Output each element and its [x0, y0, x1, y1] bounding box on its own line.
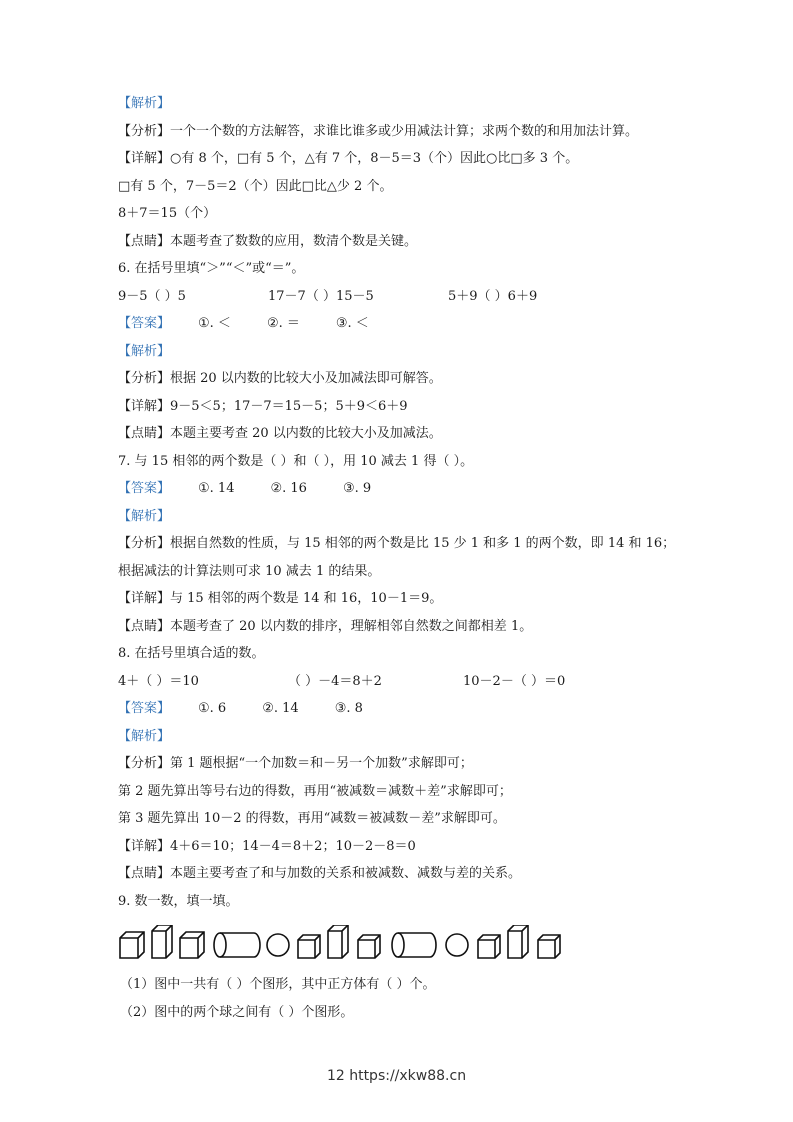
- cube-icon: [478, 935, 500, 958]
- page-footer: 12 https://xkw88.cn: [326, 1068, 467, 1084]
- document-page: [118, 92, 718, 1028]
- cube-icon: [538, 935, 560, 958]
- q8-xiangjie: 【详解】4＋6＝10；14－4＝8＋2；10－2－8＝0: [118, 838, 416, 854]
- shapes-figure: [118, 917, 718, 973]
- q8-expr-1: 4＋（ ）＝10: [118, 673, 199, 689]
- q8-expr-2: （ ）－4＝8＋2: [288, 673, 382, 689]
- sphere-icon: [267, 934, 289, 956]
- q8-answer-row: [118, 697, 718, 725]
- q7-jiexi-tag: 【解析】: [118, 508, 171, 524]
- q7-fenxi-line2: 根据减法的计算法则可求 10 减去 1 的结果。: [118, 563, 381, 579]
- xiangjie-5-line2: □有 5 个，7－5＝2（个）因此□比△少 2 个。: [118, 178, 393, 194]
- q7-dianjing: 【点睛】本题考查了 20 以内数的排序，理解相邻自然数之间都相差 1。: [118, 618, 533, 634]
- question-8-title: 8. 在括号里填合适的数。: [118, 646, 265, 661]
- q8-fenxi-line2: 第 2 题先算出等号右边的得数，再用“被减数＝减数＋差”求解即可；: [118, 783, 512, 799]
- xiangjie-5-line1: 【详解】○有 8 个，□有 5 个，△有 7 个，8－5＝3（个）因此○比□多 3 个。: [118, 151, 579, 166]
- q7-answer-row: [118, 477, 718, 505]
- q8-answer-2: ②. 14: [262, 701, 299, 716]
- q8-answer-3: ③. 8: [334, 701, 363, 716]
- sphere-icon: [446, 934, 468, 956]
- jiexi-tag-5: 【解析】: [118, 96, 171, 111]
- q9-sub-question-1: （1）图中一共有（ ）个图形，其中正方体有（ ）个。: [120, 977, 436, 992]
- question-7-title: 7. 与 15 相邻的两个数是（ ）和（ ），用 10 减去 1 得（ ）。: [118, 453, 474, 469]
- q7-answer-1: ①. 14: [198, 481, 235, 496]
- q6-jiexi-tag: 【解析】: [118, 343, 171, 359]
- q6-answer-tag: 【答案】: [118, 316, 171, 331]
- q9-sub-question-2: （2）图中的两个球之间有（ ）个图形。: [120, 1004, 354, 1020]
- q6-dianjing: 【点睛】本题主要考查 20 以内数的比较大小及加减法。: [118, 426, 442, 441]
- q8-expr-3: 10－2－（ ）＝0: [463, 673, 566, 689]
- q6-answer-row: [118, 312, 718, 340]
- xiangjie-5-line3: 8＋7＝15（个）: [118, 206, 217, 221]
- cuboid-icon: [328, 925, 348, 958]
- q8-fenxi-line3: 第 3 题先算出 10－2 的得数，再用“减数＝被减数－差”求解即可。: [118, 811, 506, 826]
- q7-xiangjie: 【详解】与 15 相邻的两个数是 14 和 16，10－1＝9。: [118, 591, 443, 606]
- question-8-expressions: [118, 670, 718, 698]
- q8-answer-1: ①. 6: [198, 701, 227, 716]
- q6-expr-1: 9－5（ ）5: [118, 288, 186, 304]
- q6-answer-2: ②. ＝: [266, 316, 300, 331]
- q6-fenxi: 【分析】根据 20 以内数的比较大小及加减法即可解答。: [118, 371, 442, 386]
- q7-answer-tag: 【答案】: [118, 481, 171, 496]
- cuboid-icon: [508, 925, 528, 958]
- q6-expr-2: 17－7（ ）15－5: [268, 288, 374, 304]
- question-9-title: 9. 数一数，填一填。: [118, 893, 239, 909]
- cube-icon: [180, 932, 204, 958]
- cylinder-icon: [214, 933, 260, 957]
- question-6-expressions: [118, 285, 718, 313]
- fenxi-5: 【分析】一个一个数的方法解答，求谁比谁多或少用减法计算；求两个数的和用加法计算。: [118, 123, 639, 139]
- q6-xiangjie: 【详解】9－5＜5；17－7＝15－5；5＋9＜6＋9: [118, 398, 408, 414]
- q8-fenxi-line1: 【分析】第 1 题根据“一个加数＝和－另一个加数”求解即可；: [118, 756, 473, 771]
- cube-icon: [358, 935, 380, 958]
- q7-fenxi-line1: 【分析】根据自然数的性质，与 15 相邻的两个数是比 15 少 1 和多 1 的两个数，即 14 和 16；: [118, 536, 676, 551]
- q6-expr-3: 5＋9（ ）6＋9: [448, 288, 538, 304]
- q8-jiexi-tag: 【解析】: [118, 728, 171, 744]
- q6-answer-3: ③. ＜: [335, 316, 369, 331]
- cylinder-icon: [392, 933, 436, 957]
- q7-answer-2: ②. 16: [270, 481, 307, 496]
- q6-answer-1: ①. ＜: [198, 316, 231, 331]
- cuboid-icon: [152, 925, 172, 958]
- q8-answer-tag: 【答案】: [118, 701, 171, 716]
- cube-icon: [120, 932, 144, 958]
- q8-dianjing: 【点睛】本题主要考查了和与加数的关系和被减数、减数与差的关系。: [118, 866, 522, 881]
- q7-answer-3: ③. 9: [342, 481, 372, 496]
- dianjing-5: 【点睛】本题考查了数数的应用，数清个数是关键。: [118, 233, 418, 249]
- cube-icon: [298, 935, 320, 958]
- question-6-title: 6. 在括号里填“＞”“＜”或“＝”。: [118, 261, 305, 276]
